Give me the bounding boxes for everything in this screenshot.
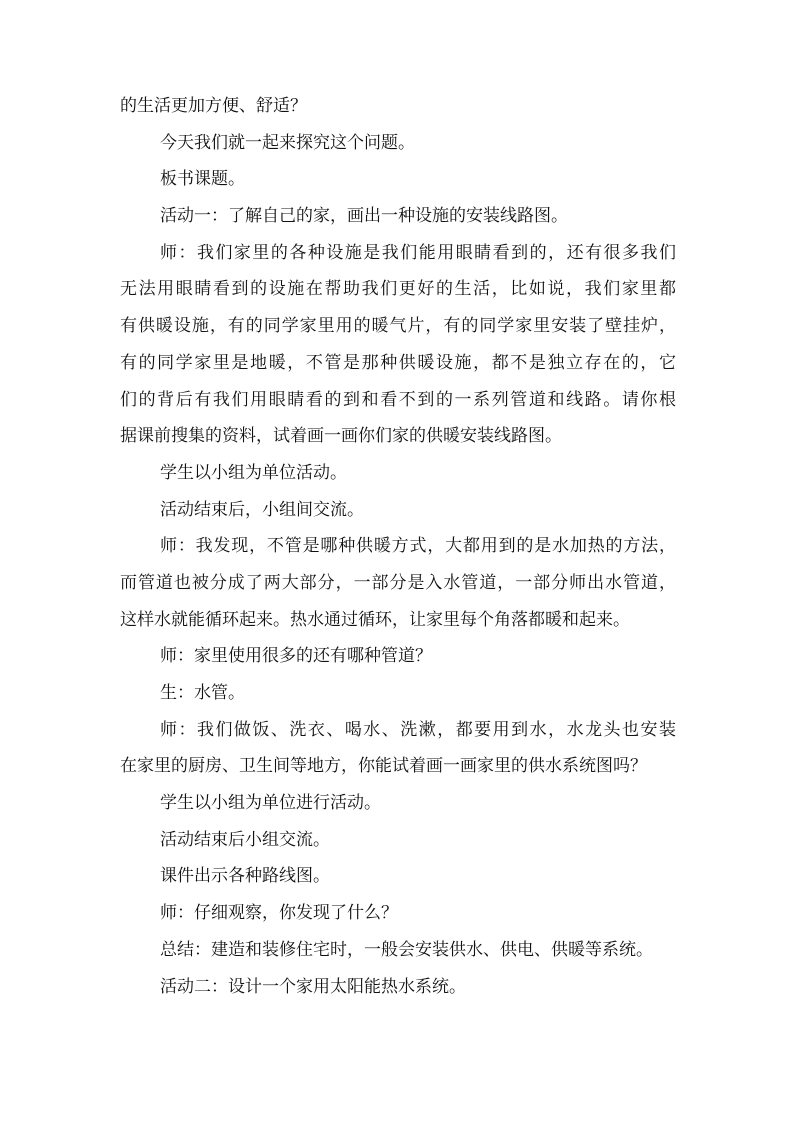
text-line: 活动结束后小组交流。	[160, 829, 330, 850]
summary-line: 总结：建造和装修住宅时，一般会安装供水、供电、供暖等系统。	[160, 939, 653, 960]
text-line: 学生以小组为单位进行活动。	[160, 793, 381, 814]
text-line: 这样水就能循环起来。热水通过循环，让家里每个角落都暖和起来。	[120, 609, 630, 630]
text-line: 在家里的厨房、卫生间等地方，你能试着画一画家里的供水系统图吗？	[120, 756, 647, 777]
activity-one-heading: 活动一：了解自己的家，画出一种设施的安装线路图。	[160, 206, 568, 227]
text-line: 师：我发现，不管是哪种供暖方式，大都用到的是水加热的方法，	[160, 536, 676, 557]
text-line-continuation: 的生活更加方便、舒适？	[120, 96, 307, 116]
text-line: 有的同学家里是地暖，不管是那种供暖设施，都不是独立存在的，它	[120, 352, 676, 373]
text-line: 无法用眼睛看到的设施在帮助我们更好的生活，比如说，我们家里都	[120, 279, 676, 300]
text-line: 有供暖设施，有的同学家里用的暖气片，有的同学家里安装了壁挂炉，	[120, 316, 676, 337]
text-line: 今天我们就一起来探究这个问题。	[160, 132, 415, 153]
document-body	[120, 88, 676, 1005]
text-line: 活动结束后，小组间交流。	[160, 499, 364, 520]
text-line: 学生以小组为单位活动。	[160, 462, 347, 483]
text-line: 师：仔细观察，你发现了什么？	[160, 903, 398, 924]
activity-two-heading: 活动二：设计一个家用太阳能热水系统。	[160, 976, 466, 997]
text-line: 们的背后有我们用眼睛看的到和看不到的一系列管道和线路。请你根	[120, 389, 676, 410]
text-line: 师：我们家里的各种设施是我们能用眼睛看到的，还有很多我们	[160, 242, 676, 263]
text-line: 师：我们做饭、洗衣、喝水、洗漱，都要用到水，水龙头也安装	[160, 719, 676, 740]
text-line: 板书课题。	[160, 169, 245, 190]
text-line: 据课前搜集的资料，试着画一画你们家的供暖安装线路图。	[120, 426, 562, 447]
text-line: 生：水管。	[160, 683, 245, 703]
text-line: 师：家里使用很多的还有哪种管道？	[160, 646, 432, 667]
text-line: 而管道也被分成了两大部分，一部分是入水管道，一部分师出水管道，	[120, 572, 676, 593]
text-line: 课件出示各种路线图。	[160, 866, 330, 887]
